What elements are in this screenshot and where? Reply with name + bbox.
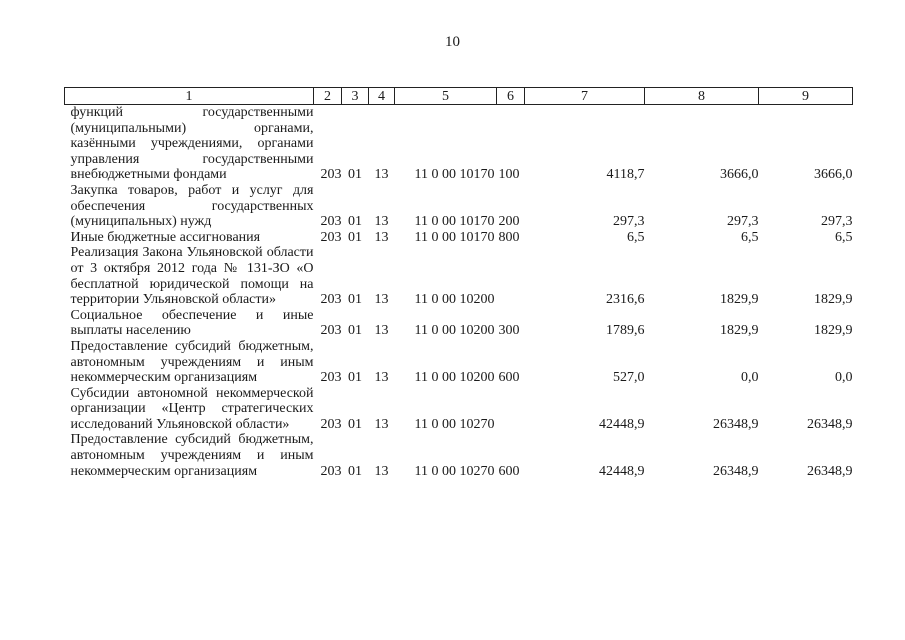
table-row	[65, 432, 853, 479]
cell-subsection: 13	[374, 370, 389, 386]
header-col-2: 2	[314, 88, 342, 105]
cell-amount-col7: 2316,6	[606, 292, 645, 308]
table-row	[65, 230, 853, 246]
cell-amount-col9: 0,0	[835, 370, 853, 386]
cell-name: Закупка товаров, работ и услуг для обеспечения государственных (муниципальных) нужд	[70, 182, 314, 230]
cell-amount-col9: 1829,9	[814, 292, 853, 308]
cell-amount-col8: 1829,9	[720, 292, 759, 308]
cell-name: Реализация Закона Ульяновской области от 3 октября 2012 года № 131-ЗО «О бесплатной юридической помощи на территории Ульяновской области»	[70, 245, 314, 308]
cell-section: 01	[348, 463, 362, 479]
cell-admin-code: 203	[320, 323, 342, 339]
cell-name: Субсидии автономной некоммерческой организации «Центр стратегических исследований Ульяновской области»	[70, 385, 314, 432]
table-row	[65, 308, 853, 339]
cell-amount-col8: 297,3	[727, 214, 759, 230]
cell-amount-col7: 527,0	[613, 370, 645, 386]
table-row	[65, 105, 853, 183]
cell-subsection: 13	[374, 292, 389, 308]
cell-amount-col8: 26348,9	[713, 416, 759, 432]
cell-section: 01	[348, 229, 362, 245]
cell-amount-col9: 1829,9	[814, 323, 853, 339]
table-row	[65, 386, 853, 433]
header-col-1: 1	[65, 88, 314, 105]
cell-amount-col8: 6,5	[741, 229, 759, 245]
cell-amount-col9: 26348,9	[807, 416, 853, 432]
cell-admin-code: 203	[320, 229, 342, 245]
cell-admin-code: 203	[320, 214, 342, 230]
header-col-3: 3	[342, 88, 369, 105]
cell-name: Предоставление субсидий бюджетным, автономным учреждениям и иным некоммерческим организациям	[70, 432, 314, 479]
header-col-8: 8	[645, 88, 759, 105]
cell-amount-col7: 297,3	[613, 214, 645, 230]
cell-target-article: 11 0 00 10270	[414, 416, 495, 432]
cell-target-article: 11 0 00 10200	[414, 323, 495, 339]
cell-amount-col7: 42448,9	[599, 416, 645, 432]
cell-subsection: 13	[374, 167, 389, 183]
cell-section: 01	[348, 167, 362, 183]
cell-amount-col9: 26348,9	[807, 463, 853, 479]
cell-section: 01	[348, 370, 362, 386]
header-col-7: 7	[525, 88, 645, 105]
cell-expense-type	[497, 245, 525, 307]
cell-section: 01	[348, 416, 362, 432]
cell-admin-code: 203	[320, 463, 342, 479]
cell-subsection: 13	[374, 229, 389, 245]
header-col-6: 6	[497, 88, 525, 105]
cell-section: 01	[348, 323, 362, 339]
cell-target-article: 11 0 00 10200	[414, 370, 495, 386]
cell-name: Социальное обеспечение и иные выплаты населению	[70, 307, 314, 339]
cell-amount-col9: 297,3	[821, 214, 853, 230]
cell-target-article: 11 0 00 10170	[414, 229, 495, 245]
cell-subsection: 13	[374, 323, 389, 339]
cell-expense-type	[497, 386, 525, 433]
cell-section: 01	[348, 292, 362, 308]
cell-expense-type: 100	[498, 167, 520, 183]
cell-amount-col7: 1789,6	[606, 323, 645, 339]
cell-admin-code: 203	[320, 292, 342, 308]
cell-expense-type: 600	[498, 463, 520, 479]
cell-section: 01	[348, 214, 362, 230]
header-col-9: 9	[759, 88, 853, 105]
cell-expense-type: 300	[498, 323, 520, 339]
cell-target-article: 11 0 00 10170	[414, 214, 495, 230]
cell-amount-col7: 4118,7	[606, 167, 645, 183]
cell-amount-col8: 3666,0	[720, 167, 759, 183]
cell-amount-col9: 3666,0	[814, 167, 853, 183]
cell-expense-type: 600	[498, 370, 520, 386]
cell-name: Предоставление субсидий бюджетным, автономным учреждениям и иным некоммерческим организациям	[70, 338, 314, 386]
cell-admin-code: 203	[320, 167, 342, 183]
cell-amount-col7: 42448,9	[599, 463, 645, 479]
cell-amount-col7: 6,5	[627, 229, 645, 245]
budget-table	[64, 87, 853, 479]
cell-target-article: 11 0 00 10170	[414, 167, 495, 183]
cell-amount-col8: 1829,9	[720, 323, 759, 339]
cell-target-article: 11 0 00 10270	[414, 463, 495, 479]
cell-amount-col8: 0,0	[741, 370, 759, 386]
cell-name: функций государственными (муниципальными) органами, казёнными учреждениями, органами управления государственными внебюджетными фондами	[70, 105, 314, 183]
cell-admin-code: 203	[320, 416, 342, 432]
cell-subsection: 13	[374, 214, 389, 230]
cell-name: Иные бюджетные ассигнования	[70, 229, 261, 245]
cell-expense-type: 800	[498, 229, 520, 245]
cell-target-article: 11 0 00 10200	[414, 292, 495, 308]
table-row	[65, 245, 853, 307]
cell-amount-col9: 6,5	[835, 229, 853, 245]
cell-subsection: 13	[374, 463, 389, 479]
cell-subsection: 13	[374, 416, 389, 432]
header-col-5: 5	[395, 88, 497, 105]
cell-amount-col8: 26348,9	[713, 463, 759, 479]
cell-admin-code: 203	[320, 370, 342, 386]
table-row	[65, 339, 853, 386]
cell-expense-type: 200	[498, 214, 520, 230]
page-number: 10	[445, 34, 460, 50]
table-row	[65, 183, 853, 230]
table-header-row	[65, 88, 853, 105]
header-col-4: 4	[369, 88, 395, 105]
